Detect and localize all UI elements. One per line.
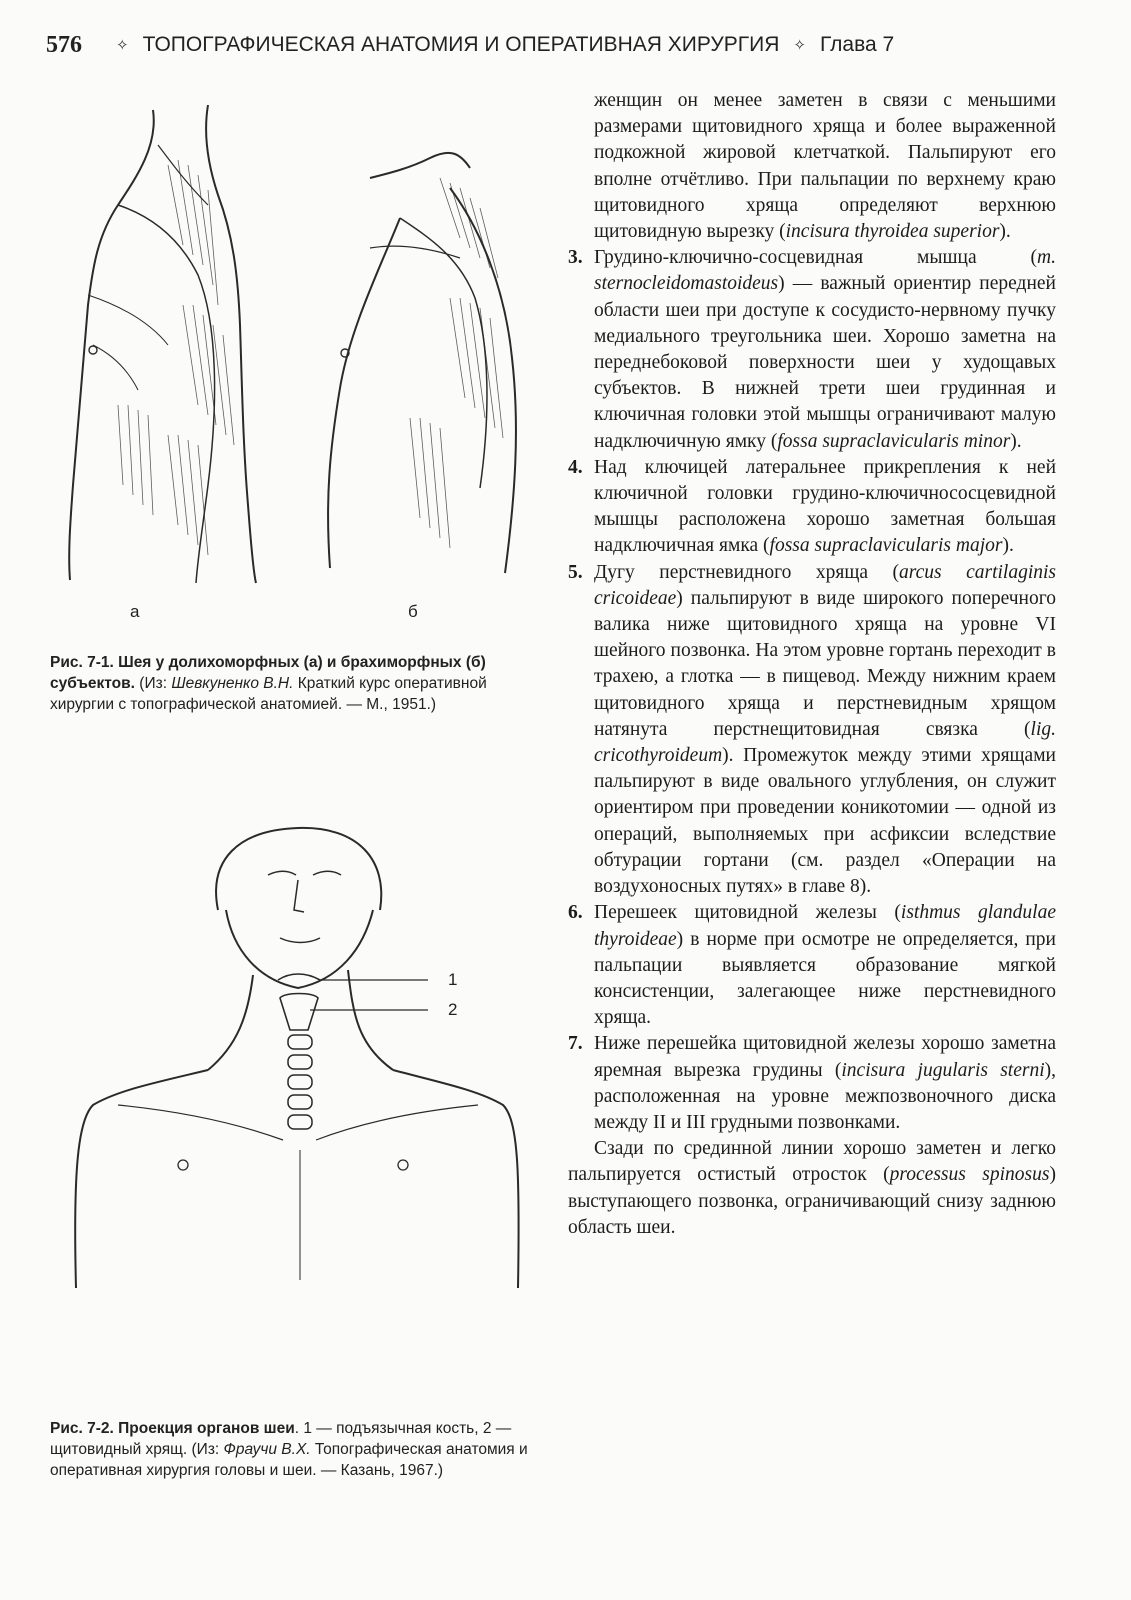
list-item: 5. Дугу перстневидного хряща (arcus cartilaginis cricoideae) пальпируют в виде широкого поперечного валика ниже щитовидного хряща на уровне VI шейного позвонка. На этом уровне гортань переходит в трахею, а глотка — в пищевод. Между нижним краем щитовидного хряща и перстневидным хрящом натянута перстнещитовидная связка (lig. cricothyroideum). Промежуток между этими хрящами пальпируют в виде овального углубления, он служит ориентиром при проведении коникотомии — одной из операций, выполняемых при асфиксии вследствие обтурации гортани (см. раздел «Операции на воздухоносных путях» в главе 8). — [568, 561, 1056, 898]
list-item: 6. Перешеек щитовидной железы (isthmus glandulae thyroideae) в норме при осмотре не определяется, при пальпации выявляется образование мягкой консистенции, залегающее ниже перстневидного хряща. — [568, 902, 1056, 1029]
paragraph-final: Сзади по срединной линии хорошо заметен и легко пальпируется остистый отросток (processus spinosus) выступающего позвонка, ограничивающий снизу заднюю область шеи. — [568, 1138, 1056, 1238]
figure-label-b: б — [408, 602, 418, 621]
figure-7-2-illustration — [58, 820, 538, 1290]
figure-7-1-caption: Рис. 7-1. Шея у долихоморфных (а) и брахиморфных (б) субъектов. (Из: Шевкуненко В.Н. Краткий курс оперативной хирургии с топографической анатомией. — М., 1951.) — [50, 654, 487, 713]
page-number: 576 — [46, 31, 82, 58]
list-item: 4. Над ключицей латеральнее прикрепления к ней ключичной головки грудино-ключичнососцевидной мышцы расположена хорошо заметная большая надключичная ямка (fossa supraclavicularis major). — [568, 456, 1056, 557]
running-header — [46, 28, 1086, 62]
list-item: 3. Грудино-ключично-сосцевидная мышца (m. sternocleidomastoideus) — важный ориентир передней области шеи при доступе к сосудисто-нервному пучку медиального треугольника шеи. Хорошо заметна на переднебоковой поверхности шеи у худощавых субъектов. В нижней трети шеи грудинная и ключичная головки этой мышцы ограничивают малую надключичную ямку (fossa supraclavicularis minor). — [568, 247, 1056, 452]
figure-7-2-caption: Рис. 7-2. Проекция органов шеи. 1 — подъязычная кость, 2 — щитовидный хрящ. (Из: Фраучи В.Х. Топографическая анатомия и оперативная хирургия головы и шеи. — Казань, 1967.) — [50, 1420, 528, 1479]
separator-icon: ✧ — [793, 37, 806, 54]
paragraph-continued: женщин он менее заметен в связи с меньшими размерами щитовидного хряща и более выраженной подкожной жировой клетчаткой. Пальпируют его вполне отчётливо. При пальпации по верхнему краю щитовидного хряща определяют верхнюю щитовидную вырезку (incisura thyroidea superior). — [594, 90, 1056, 243]
separator-icon: ✧ — [116, 37, 129, 54]
list-item: 7. Ниже перешейка щитовидной железы хорошо заметна яремная вырезка грудины (incisura jugularis sterni), расположенная на уровне межпозвоночного диска между II и III грудными позвонками. — [568, 1033, 1056, 1133]
callout-1-label: 1 — [448, 970, 458, 989]
body-text-column — [568, 88, 1056, 1241]
figure-label-a: а — [130, 602, 140, 621]
book-title: ТОПОГРАФИЧЕСКАЯ АНАТОМИЯ И ОПЕРАТИВНАЯ ХИРУРГИЯ — [142, 33, 780, 56]
chapter-label: Глава 7 — [819, 33, 895, 56]
figure-7-1a-illustration — [58, 105, 268, 585]
figure-7-1b-illustration — [300, 148, 530, 578]
callout-2-label: 2 — [448, 1000, 458, 1019]
